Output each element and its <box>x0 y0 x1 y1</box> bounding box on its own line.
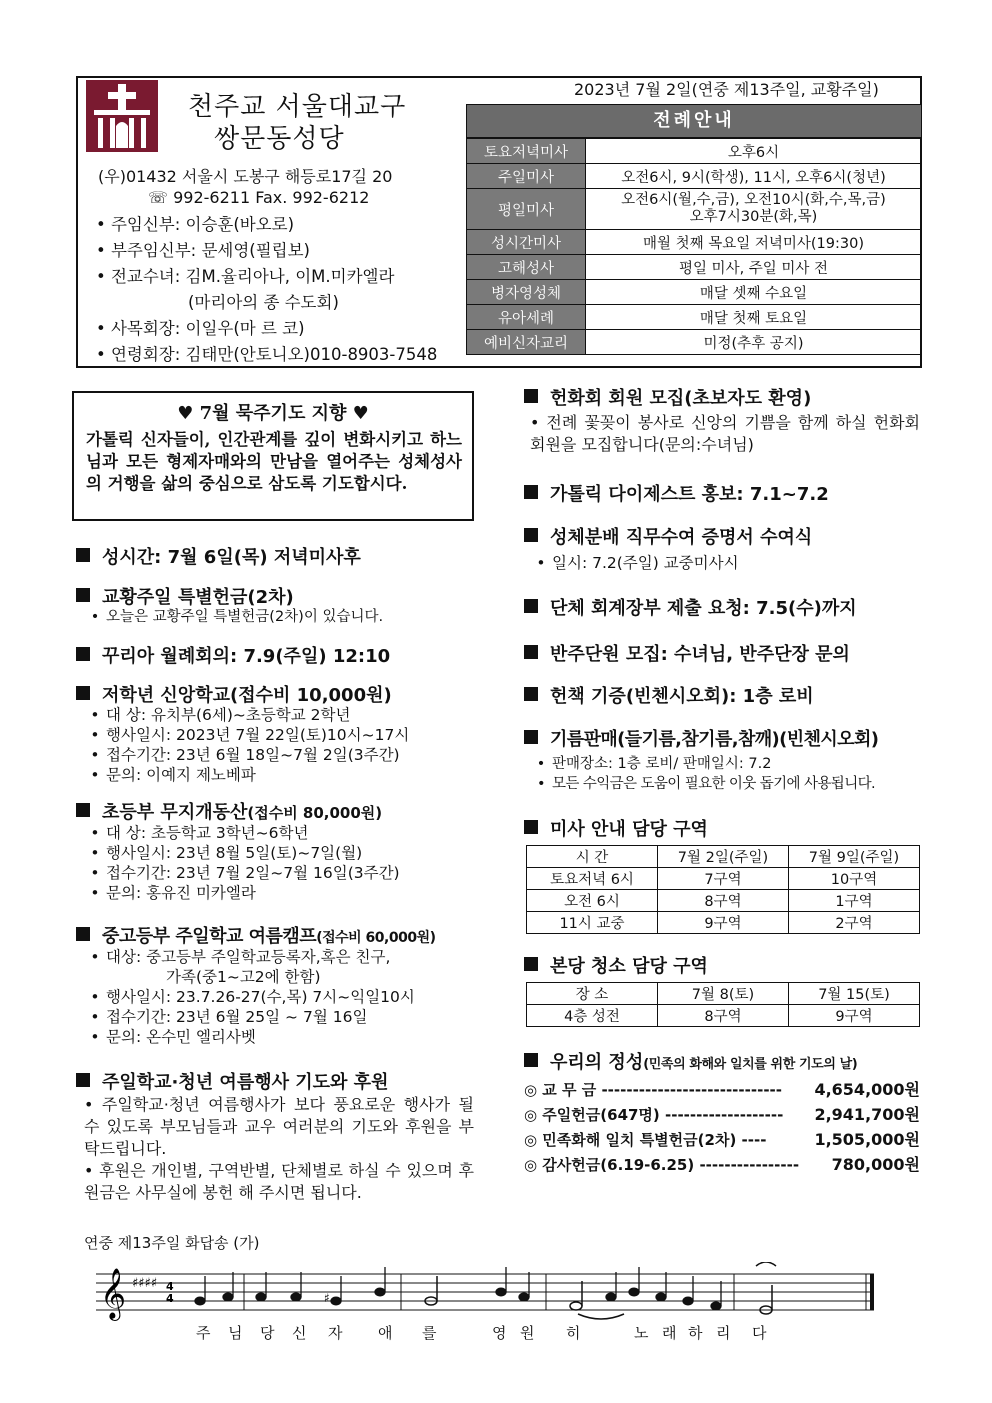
table-row: 토요저녁 6시 7구역 10구역 <box>527 868 920 890</box>
lyric-syllable: 를 <box>422 1324 437 1342</box>
parish-name-line2: 쌍문동성당 <box>214 124 345 154</box>
lyric-syllable: 다 <box>752 1324 767 1342</box>
list-item: • 접수기간: 23년 6월 25일 ~ 7월 16일 <box>84 1007 415 1027</box>
table-row: 성시간미사 매월 첫째 목요일 저녁미사(19:30) <box>467 230 922 255</box>
section-rainbow-camp: 초등부 무지개동산(접수비 80,000원) <box>76 798 382 824</box>
list-item: • 문의: 이예지 제노베파 <box>84 765 409 785</box>
section-communion-ministers: 성체분배 직무수여 증명서 수여식 <box>524 523 812 549</box>
bulletin-date: 2023년 7월 2일(연중 제13주일, 교황주일) <box>574 80 879 99</box>
staff-item: • 연령회장: 김태만(안토니오)010-8903-7548 <box>96 345 438 364</box>
list-item: • 문의: 홍유진 미카엘라 <box>84 883 400 903</box>
phone: ☏ 992-6211 Fax. 992-6212 <box>148 188 370 207</box>
faith-school-list <box>84 705 409 785</box>
section-cleaning-zones: 본당 청소 담당 구역 <box>524 952 708 978</box>
lyric-syllable: 히 <box>566 1324 581 1342</box>
lyric-syllable: 노 <box>634 1324 649 1342</box>
lyric-syllable: 주 <box>196 1324 211 1342</box>
list-item: • 행사일시: 2023년 7월 22일(토)10시~17시 <box>84 725 409 745</box>
list-item: • 대 상: 유치부(6세)~초등학교 2학년 <box>84 705 409 725</box>
offering-list <box>524 1077 920 1177</box>
section-curia-meeting: 꾸리아 월례회의: 7.9(주일) 12:10 <box>76 642 390 668</box>
lyric-syllable: 신 <box>292 1324 307 1342</box>
oil-sale-list <box>530 754 875 794</box>
summer-camp-list <box>84 947 415 1047</box>
table-row: 병자영성체 매달 셋째 수요일 <box>467 280 922 305</box>
staff-item: • 사목회장: 이일우(마 르 코) <box>96 319 305 338</box>
list-item: • 행사일시: 23.7.26-27(수,목) 7시~익일10시 <box>84 987 415 1007</box>
staff-item: • 주임신부: 이승훈(바오로) <box>96 215 295 234</box>
flower-club-text: • 전례 꽃꽂이 봉사로 신앙의 기쁨을 함께 하실 헌화회 회원을 모집합니다(문의:수녀님) <box>530 413 920 454</box>
svg-text:4: 4 <box>166 1292 174 1305</box>
table-row: 평일미사 오전6시(월,수,금), 오전10시(화,수,목,금) 오후7시30분(화,목) <box>467 189 922 230</box>
list-item: ◎ 민족화해 일치 특별헌금(2차) ---- 1,505,000원 <box>524 1130 920 1149</box>
list-item: • 접수기간: 23년 6월 18일~7월 2일(3주간) <box>84 745 409 765</box>
list-item: 가족(중1~고2에 한함) <box>166 968 321 986</box>
table-row: 주일미사 오전6시, 9시(학생), 11시, 오후6시(청년) <box>467 164 922 189</box>
list-item: ◎ 교 무 금 ----------------------------- 4,654,000원 <box>524 1080 920 1099</box>
section-digest: 가톨릭 다이제스트 홍보: 7.1~7.2 <box>524 480 829 506</box>
section-faith-school: 저학년 신앙학교(접수비 10,000원) <box>76 681 392 707</box>
lyric-syllable: 당 <box>260 1324 275 1342</box>
lyric-syllable: 님 <box>228 1324 243 1342</box>
lyric-syllable: 영 <box>492 1324 507 1342</box>
section-oil-sale: 기름판매(들기름,참기름,참깨)(빈첸시오회) <box>524 725 878 751</box>
list-item: • 일시: 7.2(주일) 교중미사시 <box>530 553 739 573</box>
summer-support-text: • 주일학교·청년 여름행사가 보다 풍요로운 행사가 될 수 있도록 부모님들과 교우 여러분의 기도와 후원을 부탁드립니다. • 후원은 개인별, 구역반별, 단체별로 하실 수 있으며 후원금은 사무실에 봉헌 해 주시면 됩니다. <box>84 1095 474 1202</box>
table-row: 고해성사 평일 미사, 주일 미사 전 <box>467 255 922 280</box>
section-flower-club: 헌화회 회원 모집(초보자도 환영) <box>524 384 811 410</box>
cleaning-zone-table <box>526 982 920 1027</box>
rainbow-camp-list <box>84 823 400 903</box>
section-accompanist: 반주단원 모집: 수녀님, 반주단장 문의 <box>524 640 850 666</box>
staff-item: • 전교수녀: 김M.율리아나, 이M.미카엘라 <box>96 267 395 286</box>
staff-item: • 부주임신부: 문세영(필립보) <box>96 241 310 260</box>
staff-list <box>96 212 437 368</box>
list-item: • 판매장소: 1층 로비/ 판매일시: 7.2 <box>530 754 875 774</box>
parish-info <box>78 78 468 366</box>
list-item: • 대상: 중고등부 주일학교등록자,혹은 친구, <box>84 947 415 967</box>
svg-text:♯♯♯♯: ♯♯♯♯ <box>132 1276 158 1291</box>
list-item: • 모든 수익금은 도움이 필요한 이웃 돕기에 사용됩니다. <box>530 774 875 794</box>
table-row: 유아세례 매달 첫째 토요일 <box>467 305 922 330</box>
table-row: 오전 6시 8구역 1구역 <box>527 890 920 912</box>
lyric-syllable: 자 <box>328 1324 343 1342</box>
list-item: • 대 상: 초등학교 3학년~6학년 <box>84 823 400 843</box>
usher-zone-table <box>526 845 920 934</box>
section-papal-collection: 교황주일 특별헌금(2차) <box>76 583 294 609</box>
prayer-intention-box <box>72 391 474 521</box>
liturgy-guide <box>466 104 922 355</box>
church-logo-icon <box>86 80 158 152</box>
list-item: • 오늘은 교황주일 특별헌금(2차)이 있습니다. <box>84 607 383 627</box>
table-row: 토요저녁미사 오후6시 <box>467 139 922 164</box>
list-item: • 접수기간: 23년 7월 2일~7월 16일(3주간) <box>84 863 400 883</box>
section-book-donation: 헌책 기증(빈첸시오회): 1층 로비 <box>524 682 814 708</box>
table-row: 4층 성전 8구역 9구역 <box>527 1005 920 1027</box>
prayer-body: 가톨릭 신자들이, 인간관계를 깊이 변화시키고 하느님과 모든 형제자매와의 만남을 열어주는 성체성사의 거행을 삶의 중심으로 삼도록 기도합시다. <box>86 430 462 493</box>
lyric-syllable: 하 <box>688 1324 703 1342</box>
music-staff-icon <box>96 1262 886 1322</box>
staff-item: (마리아의 종 수도회) <box>188 293 339 312</box>
list-item: ◎ 감사헌금(6.19-6.25) ---------------- 780,000원 <box>524 1155 920 1174</box>
svg-text:𝄞: 𝄞 <box>100 1268 127 1319</box>
table-row: 장 소 7월 8(토) 7월 15(토) <box>527 983 920 1005</box>
table-row: 11시 교중 9구역 2구역 <box>527 912 920 934</box>
section-holy-hour: 성시간: 7월 6일(목) 저녁미사후 <box>76 543 361 569</box>
lyric-syllable: 래 <box>662 1324 677 1342</box>
liturgy-title: 전례안내 <box>466 104 922 138</box>
table-row: 예비신자교리 미정(추후 공지) <box>467 330 922 355</box>
header-box <box>76 76 922 368</box>
list-item: • 문의: 온수민 엘리사벳 <box>84 1027 415 1047</box>
lyric-syllable: 원 <box>520 1324 535 1342</box>
section-summer-support: 주일학교·청년 여름행사 기도와 후원 <box>76 1068 388 1094</box>
parish-name-line1: 천주교 서울대교구 <box>188 92 407 122</box>
table-row: 시 간 7월 2일(주일) 7월 9일(주일) <box>527 846 920 868</box>
svg-text:♯: ♯ <box>324 1291 330 1305</box>
section-usher-zones: 미사 안내 담당 구역 <box>524 815 708 841</box>
prayer-title: ♥ 7월 묵주기도 지향 ♥ <box>177 403 369 424</box>
lyric-syllable: 애 <box>378 1324 393 1342</box>
list-item: ◎ 주일헌금(647명) ------------------- 2,941,700원 <box>524 1105 920 1124</box>
svg-text:4: 4 <box>166 1280 174 1293</box>
section-offerings: 우리의 정성(민족의 화해와 일치를 위한 기도의 날) <box>524 1048 857 1074</box>
lyric-syllable: 리 <box>716 1324 731 1342</box>
psalm-title: 연중 제13주일 화답송 (가) <box>84 1234 260 1252</box>
list-item: • 행사일시: 23년 8월 5일(토)~7일(월) <box>84 843 400 863</box>
liturgy-table <box>466 138 922 355</box>
address: (우)01432 서울시 도봉구 해등로17길 20 <box>98 167 393 186</box>
section-summer-camp: 중고등부 주일학교 여름캠프(접수비 60,000원) <box>76 922 436 948</box>
section-accounting: 단체 회계장부 제출 요청: 7.5(수)까지 <box>524 594 857 620</box>
